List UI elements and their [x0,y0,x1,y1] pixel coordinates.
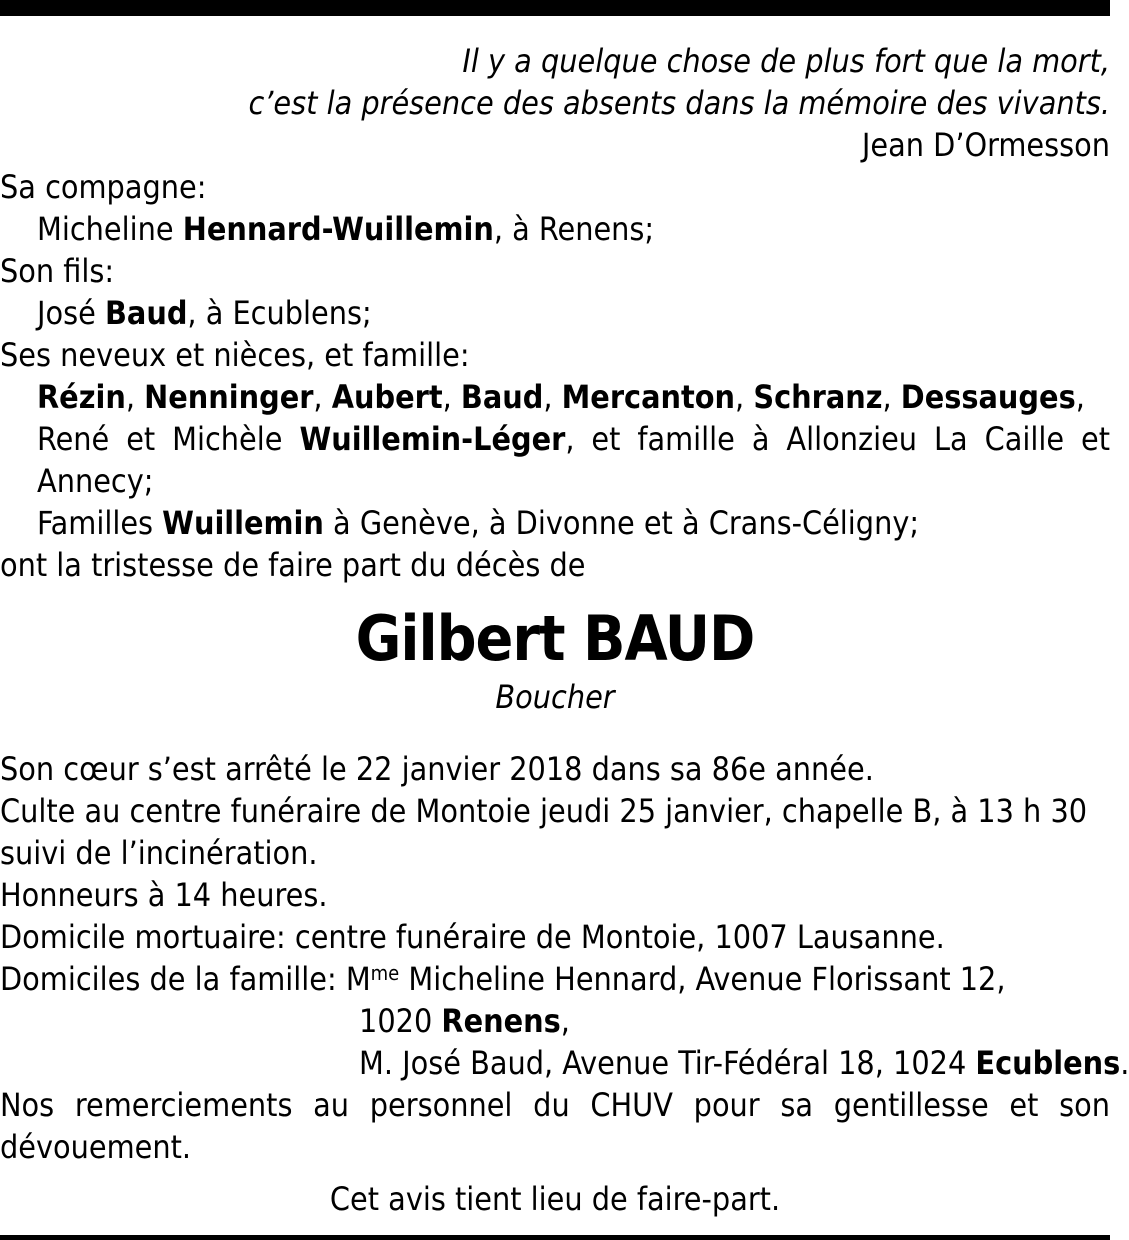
son-place: , à Ecublens; [187,294,372,332]
announcement: ont la tristesse de faire part du décès de [0,546,586,584]
quote-line-2: c’est la présence des absents dans la mémoire des vivants. [248,84,1110,122]
closing-line: Cet avis tient lieu de faire-part. [329,1180,781,1218]
domiciles-label: Domiciles de la famille: [0,960,346,998]
family-name: Aubert [331,378,443,416]
family-name: Rézin [37,378,126,416]
companion-first-name: Micheline [37,210,183,248]
obituary-notice [0,40,1129,1220]
family-name: Nenninger [144,378,314,416]
rene-michele-line: René et Michèle Wuillemin-Léger, et famille à Allonzieu La Caille et [37,420,1111,458]
bottom-rule [0,1235,1110,1240]
companion-place: , à Renens; [493,210,655,248]
companion-last-name: Hennard-Wuillemin [182,210,494,248]
family-name: Baud [460,378,544,416]
service-continuation: suivi de l’incinération. [0,834,318,872]
deceased-name: Gilbert BAUD [355,602,755,675]
son-last-name: Baud [104,294,188,332]
service-line: Culte au centre funéraire de Montoie jeudi 25 janvier, chapelle B, à 13 h 30 [0,792,1088,830]
son-label: Son fils: [0,252,115,290]
domiciles-line-1: Domiciles de la famille: $M^{me}$ Micheline Hennard, Avenue Florissant 12, [0,960,1006,998]
thanks-line: Nos remerciements au personnel du CHUV pour sa gentillesse et son [0,1086,1110,1124]
top-rule [0,0,1110,16]
son-entry [0,292,1110,334]
thanks-continuation: dévouement. [0,1128,192,1166]
family-name: Mercanton [561,378,736,416]
quote-author: Jean D’Ormesson [861,126,1110,164]
family-name: Wuillemin [162,504,324,542]
mortuary-line: Domicile mortuaire: centre funéraire de Montoie, 1007 Lausanne. [0,918,945,956]
companion-label: Sa compagne: [0,168,207,206]
deceased-profession: Boucher [495,678,615,716]
city-name: Renens [441,1002,561,1040]
city-name: Ecublens [975,1044,1121,1082]
family-name: Schranz [753,378,883,416]
rene-michele-continuation: Annecy; [37,462,154,500]
son-first-name: José [37,294,105,332]
family-name: Dessauges [900,378,1076,416]
family-name: Wuillemin-Léger [299,420,566,458]
quote-line-1: Il y a quelque chose de plus fort que la mort, [462,42,1110,80]
companion-entry [0,208,1110,250]
family-names-line: Rézin, Nenninger, Aubert, Baud, Mercanton, Schranz, Dessauges, [37,378,1085,416]
domiciles-line-3: M. José Baud, Avenue Tir-Fédéral 18, 1024 Ecublens. [359,1044,1129,1082]
death-line: Son cœur s’est arrêté le 22 janvier 2018 dans sa 86e année. [0,750,874,788]
domiciles-line-2: 1020 Renens, [359,1002,570,1040]
nephews-label: Ses neveux et nièces, et famille: [0,336,470,374]
honors-line: Honneurs à 14 heures. [0,876,328,914]
families-line: Familles Wuillemin à Genève, à Divonne et à Crans-Céligny; [37,504,920,542]
deceased-block [0,604,1110,718]
section-spacer [0,718,1110,748]
